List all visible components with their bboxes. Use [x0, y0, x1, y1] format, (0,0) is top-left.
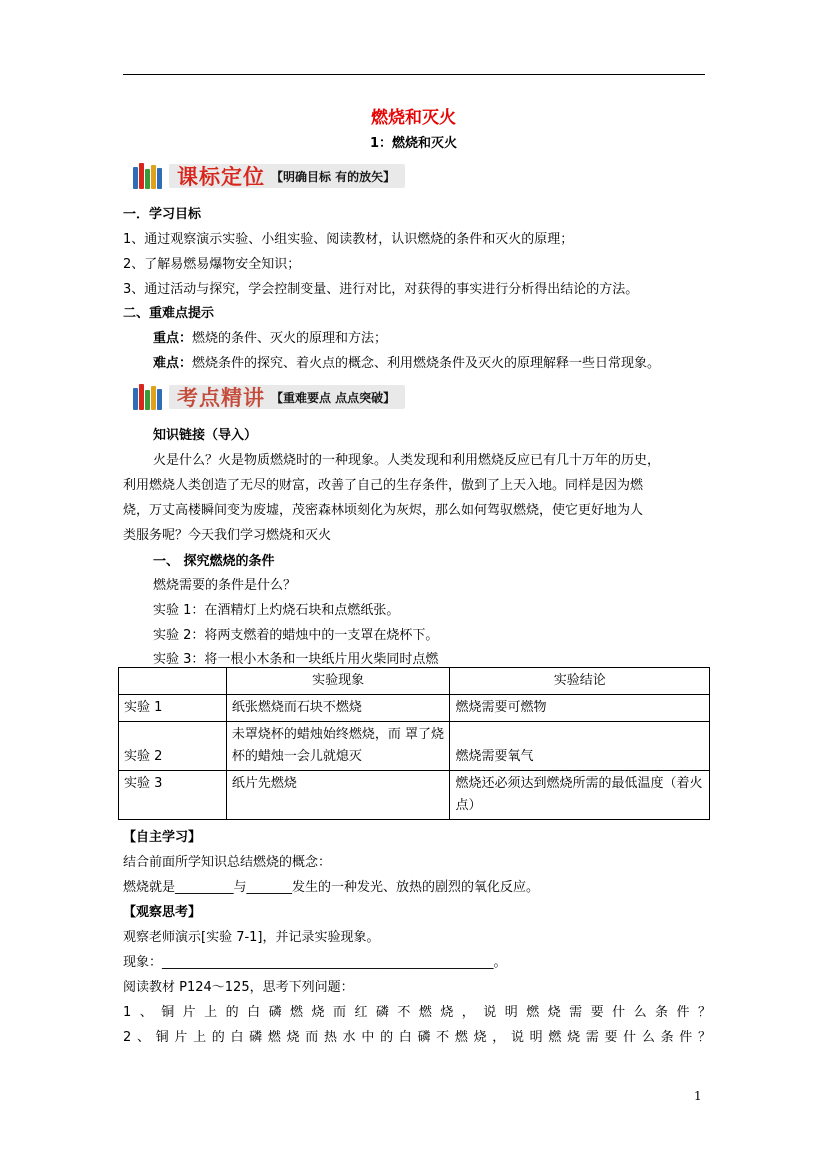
table-header [119, 668, 227, 695]
observe-heading: 【观察思考】 [123, 905, 202, 920]
table-cell: 燃烧需要可燃物 [450, 695, 710, 722]
page-subtitle: 1：燃烧和灭火 [369, 136, 458, 151]
table-row [119, 695, 710, 722]
section-heading-goals: 一．学习目标 [123, 207, 202, 222]
table-row [119, 722, 710, 771]
table-cell: 燃烧需要氧气 [450, 722, 710, 771]
banner-course-positioning [133, 162, 405, 190]
observe-blank: 现象：___________________________________________________。 [123, 955, 507, 970]
books-icon [133, 163, 163, 189]
table-cell: 未罩烧杯的蜡烛始终燃烧，而 罩了烧杯的蜡烛一会儿就熄灭 [226, 722, 450, 771]
question-1: 1、铜片上的白磷燃烧而红磷不燃烧，说明燃烧需要什么条件？ [123, 1005, 711, 1020]
table-header: 实验现象 [226, 668, 450, 695]
self-study-heading: 【自主学习】 [123, 830, 202, 845]
part1-question: 燃烧需要的条件是什么？ [153, 578, 297, 593]
question-2: 2、铜片上的白磷燃烧而热水中的白磷不燃烧，说明燃烧需要什么条件？ [123, 1030, 711, 1045]
key-point [153, 327, 387, 346]
key-text: 燃烧的条件、灭火的原理和方法； [192, 331, 388, 346]
observe-line: 观察老师演示[实验 7-1]，并记录实验现象。 [123, 930, 380, 945]
hard-text: 燃烧条件的探究、着火点的概念、利用燃烧条件及灭火的原理解释一些日常现象。 [192, 356, 661, 371]
table-cell: 纸张燃烧而石块不燃烧 [226, 695, 450, 722]
banner-title: 课标定位 [177, 165, 265, 189]
goal-item: 1、通过观察演示实验、小组实验、阅读教材，认识燃烧的条件和灭火的原理； [123, 232, 574, 247]
goal-item: 2、了解易燃易爆物安全知识； [123, 257, 301, 272]
table-header: 实验结论 [450, 668, 710, 695]
experiment-table [118, 667, 710, 820]
observe-line: 阅读教材 P124～125，思考下列问题： [123, 980, 354, 995]
table-cell: 实验 3 [119, 771, 227, 820]
hard-label: 难点： [153, 356, 193, 371]
table-cell: 实验 2 [119, 722, 227, 771]
header-rule [123, 74, 705, 75]
key-label: 重点： [153, 331, 193, 346]
self-study-line: 结合前面所学知识总结燃烧的概念： [123, 855, 332, 870]
banner-box [169, 164, 405, 188]
intro-line: 利用燃烧人类创造了无尽的财富，改善了自己的生存条件，傲到了上天入地。同样是因为燃 [123, 478, 644, 493]
intro-heading: 知识链接（导入） [153, 428, 258, 443]
page-title: 燃烧和灭火 [371, 108, 456, 128]
experiment-1: 实验 1：在酒精灯上灼烧石块和点燃纸张。 [153, 603, 400, 618]
table-cell: 燃烧还必须达到燃烧所需的最低温度（着火点） [450, 771, 710, 820]
banner-box [169, 385, 405, 409]
section-heading-keypoints: 二、重难点提示 [123, 306, 215, 321]
intro-line: 火是什么？火是物质燃烧时的一种现象。人类发现和利用燃烧反应已有几十万年的历史， [153, 453, 661, 468]
experiment-2: 实验 2：将两支燃着的蜡烛中的一支罩在烧杯下。 [153, 628, 439, 643]
banner-note: 【重难要点 点点突破】 [271, 390, 396, 405]
table-row [119, 771, 710, 820]
part1-heading: 一、 探究燃烧的条件 [153, 554, 275, 569]
intro-line: 类服务呢？今天我们学习燃烧和灭火 [123, 528, 332, 543]
page-number: 1 [694, 1089, 702, 1103]
goal-item: 3、通过活动与探究，学会控制变量、进行对比，对获得的事实进行分析得出结论的方法。 [123, 282, 639, 297]
banner-key-points [133, 383, 405, 411]
banner-note: 【明确目标 有的放矢】 [271, 169, 396, 184]
hard-point [153, 352, 660, 371]
table-cell: 纸片先燃烧 [226, 771, 450, 820]
table-header-row [119, 668, 710, 695]
banner-title: 考点精讲 [177, 386, 265, 410]
self-study-blank: 燃烧就是_________与_______发生的一种发光、放热的剧烈的氧化反应。 [123, 880, 540, 895]
experiment-3: 实验 3：将一根小木条和一块纸片用火柴同时点燃 [153, 652, 439, 667]
books-icon [133, 384, 163, 410]
table-cell: 实验 1 [119, 695, 227, 722]
intro-line: 烧，万丈高楼瞬间变为废墟，茂密森林顷刻化为灰烬，那么如何驾驭燃烧，使它更好地为人 [123, 503, 644, 518]
